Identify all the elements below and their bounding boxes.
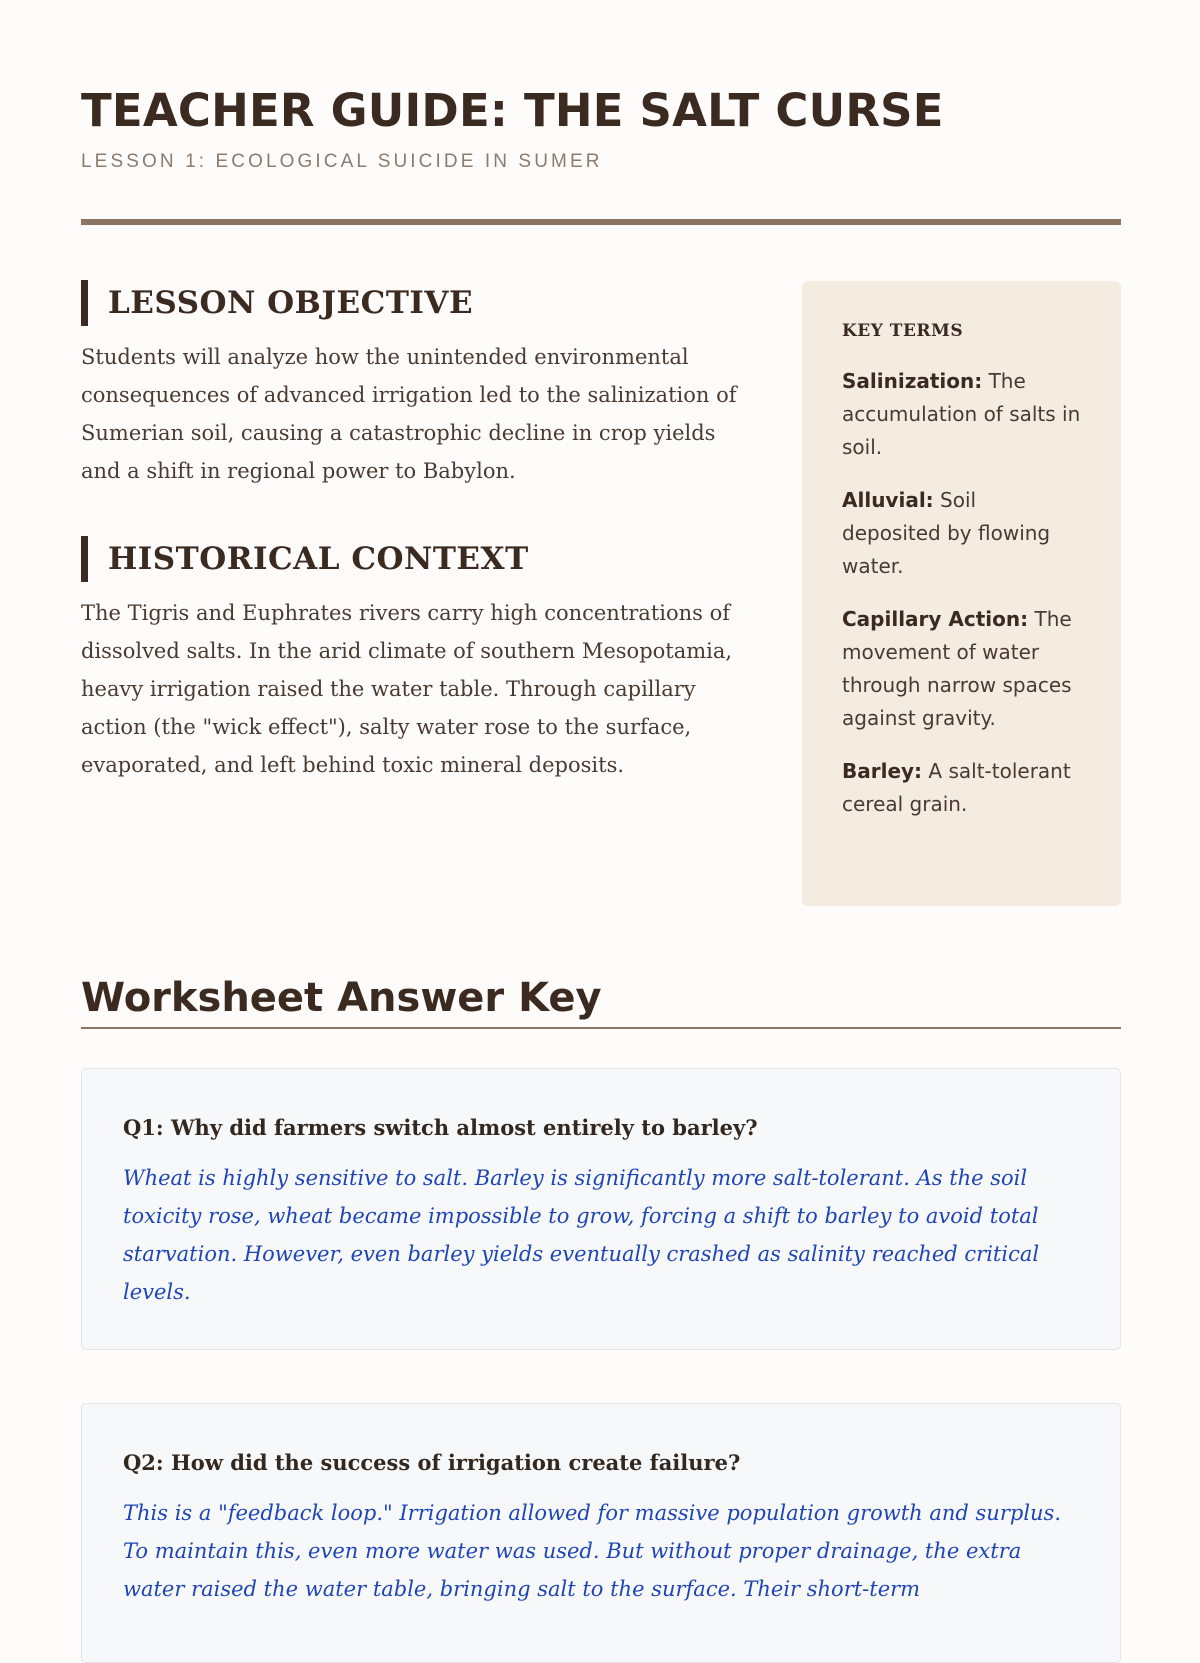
key-term-name: Capillary Action:: [842, 607, 1029, 631]
key-term-definition: The movement of water through narrow spaces against gravity.: [842, 607, 1072, 730]
historical-context-section: [81, 536, 761, 784]
qa-card-q2: [81, 1403, 1121, 1663]
qa-card-q1: [81, 1068, 1121, 1350]
page-subtitle: LESSON 1: ECOLOGICAL SUICIDE IN SUMER: [81, 151, 603, 172]
key-term-capillary-action: [842, 603, 1081, 735]
key-term-name: Salinization:: [842, 369, 983, 393]
lesson-objective-heading: LESSON OBJECTIVE: [81, 280, 761, 326]
answer-text: This is a "feedback loop." Irrigation allowed for massive population growth and surplus. To maintain this, even more water was used. But without proper drainage, the extra water raised the water table, bringing salt to the surface. Their short-term: [123, 1501, 1062, 1601]
header-divider: [81, 219, 1121, 225]
lesson-objective-section: [81, 280, 761, 490]
question-text: Q2: How did the success of irrigation create failure?: [123, 1450, 741, 1475]
key-term-alluvial: [842, 484, 1081, 583]
question-text: Q1: Why did farmers switch almost entirely to barley?: [123, 1115, 758, 1140]
page-title: TEACHER GUIDE: THE SALT CURSE: [81, 84, 944, 137]
main-content: [81, 280, 761, 784]
answer-key-heading: Worksheet Answer Key: [81, 975, 602, 1021]
key-term-definition: A salt-tolerant cereal grain.: [842, 759, 1071, 816]
key-term-definition: Soil deposited by flowing water.: [842, 488, 1051, 578]
key-term-barley: [842, 755, 1081, 821]
key-term-name: Barley:: [842, 759, 923, 783]
answer-text: Wheat is highly sensitive to salt. Barley is significantly more salt-tolerant. As the soil toxicity rose, wheat became impossible to grow, forcing a shift to barley to avoid total starvation. However, even barley yields eventually crashed as salinity reached critical levels.: [123, 1166, 1040, 1304]
historical-context-text: The Tigris and Euphrates rivers carry high concentrations of dissolved salts. In the arid climate of southern Mesopotamia, heavy irrigation raised the water table. Through capillary action (the "wick effect"), salty water rose to the surface, evaporated, and left behind toxic mineral deposits.: [81, 601, 733, 777]
lesson-objective-text: Students will analyze how the unintended environmental consequences of advanced irrigation led to the salinization of Sumerian soil, causing a catastrophic decline in crop yields and a shift in regional power to Babylon.: [81, 345, 737, 483]
key-term-definition: The accumulation of salts in soil.: [842, 369, 1081, 459]
key-term-name: Alluvial:: [842, 488, 934, 512]
key-terms-box: [802, 281, 1121, 906]
answer-key-divider: [81, 1027, 1121, 1029]
key-term-salinization: [842, 365, 1081, 464]
historical-context-heading: HISTORICAL CONTEXT: [81, 536, 761, 582]
key-terms-title: KEY TERMS: [842, 321, 964, 341]
